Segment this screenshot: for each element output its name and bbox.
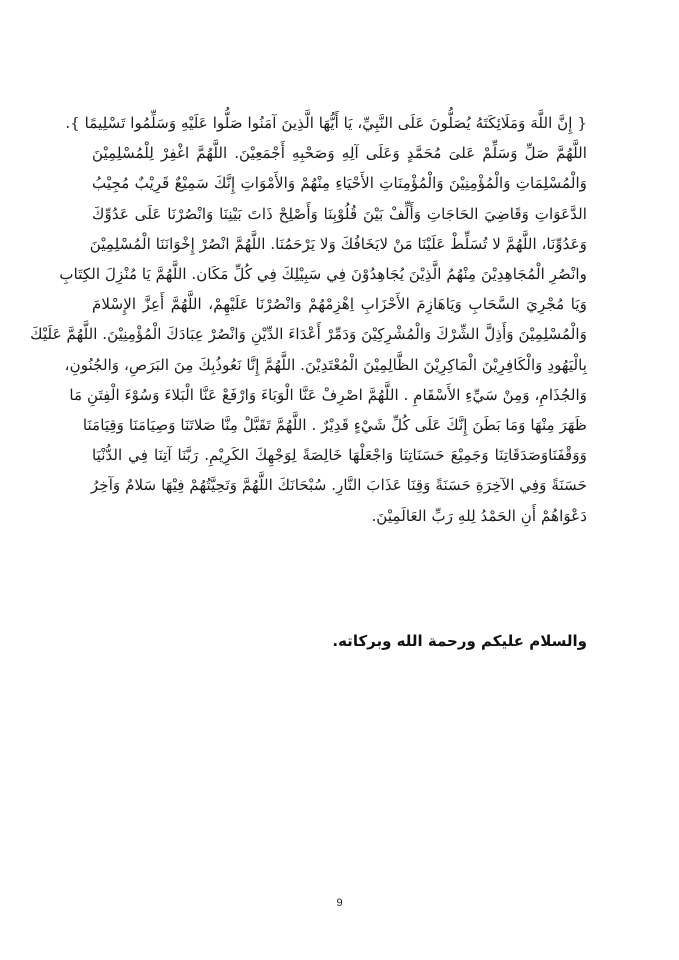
dua-line: وانْصُرِ الْمُجَاهِدِيْنَ مِنْهُمُ الَّذِيْنَ يُجَاهِدُوْنَ فِي سَبِيْلِكَ فِي كُلِّ مَكَان. اللَّهُمَّ يَا مُنْزِلَ الكِتَابِ bbox=[59, 265, 587, 284]
dua-line: وَالْمُسْلِمِيْنَ وَأَذِلَّ الشِّرْكَ وَالْمُشْرِكِيْنَ وَدَمِّرْ أَعْدَاءَ الدِّيْنِ وَانْصُرْ عِبَادَكَ الْمُؤْمِنِيْنَ. اللَّهُمَّ عَلَيْكَ bbox=[30, 325, 587, 344]
dua-line: وَوَقْفَنَاوَصَدَقَاتِنَا وَجَمِيْعَ حَسَنَاتِنَا وَاجْعَلْهَا خَالِصَةً لِوَجْهِكَ الكَرِيْمِ. رَبَّنَا آتِنَا فِي الدُّنْيَا bbox=[92, 446, 587, 465]
dua-paragraph bbox=[30, 108, 587, 531]
dua-line: بِالْيَهُودِ وَالْكَافِرِيْنَ الْمَاكِرِيْنَ الظَّالِمِيْنَ الْمُعْتَدِيْنَ. اللَّهُمَّ إِنَّا نَعُوذُبِكَ مِنَ البَرَصِ، وَالجُنُونِ، bbox=[64, 355, 587, 374]
dua-line: وَعَدُوِّنَا، اللَّهُمَّ لا تُسَلِّطْ عَلَيْنَا مَنْ لايَخَافُكَ وَلا يَرْحَمُنَا. اللَّهُمَّ انْصُرْ إِخْوَانَنَا الْمُسْلِمِيْنَ bbox=[89, 234, 587, 253]
dua-line: وَالجُذَامِ، وَمِنْ سَيِّءِ الأَسْقَامِ . اللَّهُمَّ اصْرِفْ عَنَّا الْوَبَاءَ وَارْفَعْ عَنَّا الْبَلاءَ وَسُوْءَ الْفِتَنِ مَا bbox=[69, 385, 587, 404]
dua-line: ظَهَرَ مِنْهَا وَمَا بَطَنَ إِنَّكَ عَلَى كُلِّ شَيْءٍ قَدِيْرٌ . اللَّهُمَّ تَقَبَّلْ مِنَّا صَلاتَنَا وَصِيَامَنَا وَقِيَامَنَا bbox=[82, 416, 587, 435]
dua-line: حَسَنَةً وَفِي الآخِرَةِ حَسَنَةً وَقِنَا عَذَابَ النَّارِ. سُبْحَانَكَ اللَّهُمَّ وَتَحِيَّتُهُمْ فِيْهَا سَلامٌ وَآخِرُ bbox=[90, 476, 587, 495]
page-number: 9 bbox=[336, 897, 343, 909]
dua-line: الدَّعَوَاتِ وَقَاضِيَ الحَاجَاتِ وَأَلِّفْ بَيْنَ قُلُوْبِنَا وَأَصْلِحْ ذَاتَ بَيْنِنَا وَانْصُرْنَا عَلَى عَدُوِّكَ bbox=[92, 204, 587, 223]
dua-line: وَيَا مُجْرِيَ السَّحَابِ وَيَاهَازِمَ الأَحْزَابِ اِهْزِمْهُمْ وَانْصُرْنَا عَلَيْهِمْ، اللَّهُمَّ أَعِزَّ الإِسْلامَ bbox=[92, 295, 587, 314]
dua-line: دَعْوَاهُمْ أَنِ الحَمْدُ لِلهِ رَبِّ العَالَمِيْنَ. bbox=[371, 506, 587, 525]
closing-greeting: والسلام عليكم ورحمة الله وبركاته. bbox=[332, 632, 587, 650]
dua-line: { إِنَّ اللَّهَ وَمَلَائِكَتَهُ يُصَلُّونَ عَلَى النَّبِيِّ، يَا أَيُّهَا الَّذِينَ آمَنُوا صَلُّوا عَلَيْهِ وَسَلِّمُوا تَسْلِيمًا }. bbox=[65, 114, 587, 132]
dua-line: اللَّهُمَّ صَلِّ وَسَلِّمْ عَلىَ مُحَمَّدٍ وَعَلَى آلِهِ وَصَحْبِهِ أَجْمَعِيْنَ. اللَّهُمَّ اغْفِرْ لِلْمُسْلِمِيْنَ bbox=[92, 144, 587, 163]
dua-line: وَالْمُسْلِمَاتِ وَالْمُؤْمِنِيْنَ وَالْمُؤْمِنَاتِ الأَحْيَاءِ مِنْهُمْ وَالأَمْوَاتِ إِنَّكَ سَمِيْعٌ قَرِيْبٌ مُجِيْبُ bbox=[92, 174, 587, 193]
